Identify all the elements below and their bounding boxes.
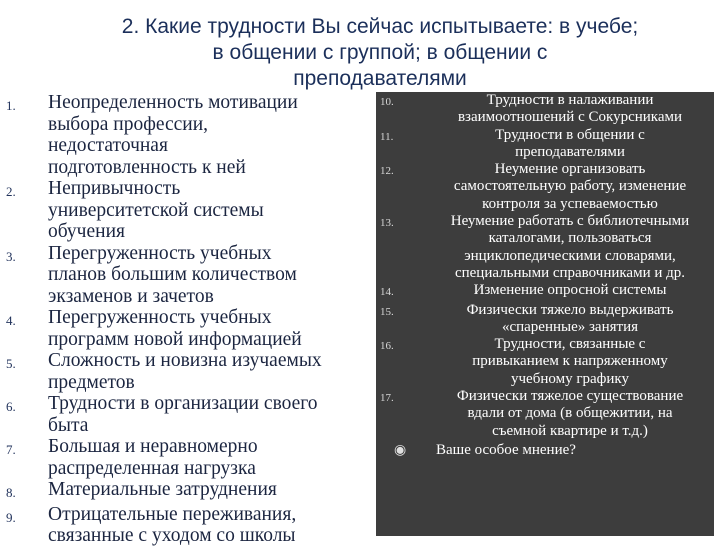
left-list-item [6, 504, 364, 547]
item-text-line: преподавателями [515, 143, 625, 160]
item-text-line: Трудности в организации своего [48, 393, 318, 414]
item-text-line: Неумение работать с библиотечными [450, 213, 690, 230]
item-text-line: выбора профессии, [48, 113, 209, 135]
item-number: 2. [6, 184, 16, 199]
left-list-item [6, 350, 364, 393]
item-text-line: Физически тяжелое существование [456, 388, 684, 405]
item-text-line: Сложность и новизна изучаемых [48, 350, 322, 371]
right-list-item [376, 282, 714, 301]
item-number: 7. [6, 442, 16, 457]
item-text-line: Изменение опросной системы [473, 282, 667, 299]
item-text-line: планов большим количеством [48, 264, 297, 285]
item-text [48, 350, 364, 393]
item-text-line: связанные с уходом со школы [48, 525, 296, 546]
item-text [48, 436, 364, 479]
item-text [426, 388, 714, 440]
item-text [48, 307, 364, 350]
item-text [48, 504, 364, 547]
item-text-line: Перегруженность учебных [48, 307, 272, 328]
item-number: 9. [6, 509, 16, 525]
item-number: 13. [380, 217, 394, 230]
question-bullet-item [376, 442, 714, 459]
item-number: 8. [6, 485, 16, 500]
item-text-line: контроля за успеваемостью [482, 195, 658, 212]
item-text [48, 479, 364, 504]
left-list-item [6, 393, 364, 436]
item-text-line: привыканием к напряженному [472, 353, 668, 370]
item-text-line: самостоятельную работу, изменение [453, 178, 687, 195]
item-text [426, 302, 714, 337]
item-text-line: Материальные затруднения [48, 479, 277, 500]
item-text-line: недостаточная [48, 135, 168, 156]
item-text-line: экзаменов и зачетов [48, 285, 214, 307]
item-text [426, 213, 714, 282]
right-list-item [376, 388, 714, 440]
item-text [426, 127, 714, 162]
item-text [426, 92, 714, 127]
title-line-1: 2. Какие трудности Вы сейчас испытываете: в учебе; [121, 15, 639, 38]
right-list-panel [376, 92, 714, 536]
left-list-item [6, 92, 364, 178]
right-list-item [376, 336, 714, 388]
item-number: 1. [6, 98, 16, 113]
item-text-line: Физически тяжело выдерживать [466, 301, 674, 318]
right-list-item [376, 127, 714, 162]
item-text [426, 282, 714, 301]
left-list-item [6, 178, 364, 243]
item-text-line: взаимоотношений с Сокурсниками [457, 109, 683, 126]
item-text-line: обучения [48, 221, 125, 242]
item-number: 12. [380, 165, 394, 178]
item-text-line: вдали от дома (в общежитии, на [467, 405, 673, 422]
item-number: 17. [380, 392, 394, 405]
item-text-line: Большая и неравномерно [48, 436, 258, 457]
item-text-line: энциклопедическими словарями, [464, 247, 676, 264]
item-text-line: «спаренные» занятия [501, 318, 639, 335]
left-list-item [6, 436, 364, 479]
right-list-item [376, 161, 714, 213]
item-text-line: Непривычность [48, 178, 181, 199]
item-text-line: Неопределенность мотивации [48, 92, 298, 113]
item-number: 16. [380, 340, 394, 353]
radio-bullet-icon: ◉ [394, 442, 407, 458]
right-list-item [376, 302, 714, 337]
item-text-line: Трудности, связанные с [494, 336, 646, 353]
left-list [6, 92, 364, 547]
item-text-line: подготовленность к ней [48, 156, 246, 178]
item-text-line: Перегруженность учебных [48, 242, 272, 264]
item-text-line: Неумение организовать [494, 161, 646, 178]
item-text-line: Отрицательные переживания, [48, 503, 297, 525]
item-text-line: распределенная нагрузка [48, 457, 256, 479]
title-line-3: преподавателями [293, 67, 467, 90]
item-text-line: быта [48, 414, 89, 436]
left-list-item [6, 243, 364, 308]
item-text-line: учебному графику [511, 370, 629, 387]
title-line-2: в общении с группой; в общении с [212, 41, 548, 64]
item-number: 15. [380, 305, 394, 318]
item-text-line: Трудности в налаживании [486, 92, 654, 108]
slide-title [60, 14, 700, 104]
item-text [48, 243, 364, 308]
left-list-item [6, 307, 364, 350]
item-text [48, 178, 364, 243]
item-text-line: специальными справочниками и др. [454, 264, 686, 281]
item-text-line: съемной квартире и т.д.) [492, 422, 648, 439]
item-text [48, 393, 364, 436]
item-text-line: программ новой информацией [48, 328, 302, 350]
item-number: 3. [6, 248, 16, 264]
item-text [48, 92, 364, 178]
item-text-line: университетской системы [48, 199, 264, 221]
item-number: 4. [6, 313, 16, 328]
item-number: 10. [380, 96, 394, 108]
item-text-line: предметов [48, 371, 135, 393]
left-list-item [6, 479, 364, 504]
right-list-item [376, 213, 714, 282]
right-list-item [376, 92, 714, 127]
item-text-line: каталогами, пользоваться [488, 230, 652, 247]
question-text: Ваше особое мнение? [436, 441, 576, 458]
item-text [426, 161, 714, 213]
item-number: 11. [380, 130, 394, 143]
item-number: 6. [6, 399, 16, 414]
item-text [426, 336, 714, 388]
item-number: 14. [380, 286, 394, 299]
item-number: 5. [6, 356, 16, 371]
item-text-line: Трудности в общении с [495, 126, 645, 143]
